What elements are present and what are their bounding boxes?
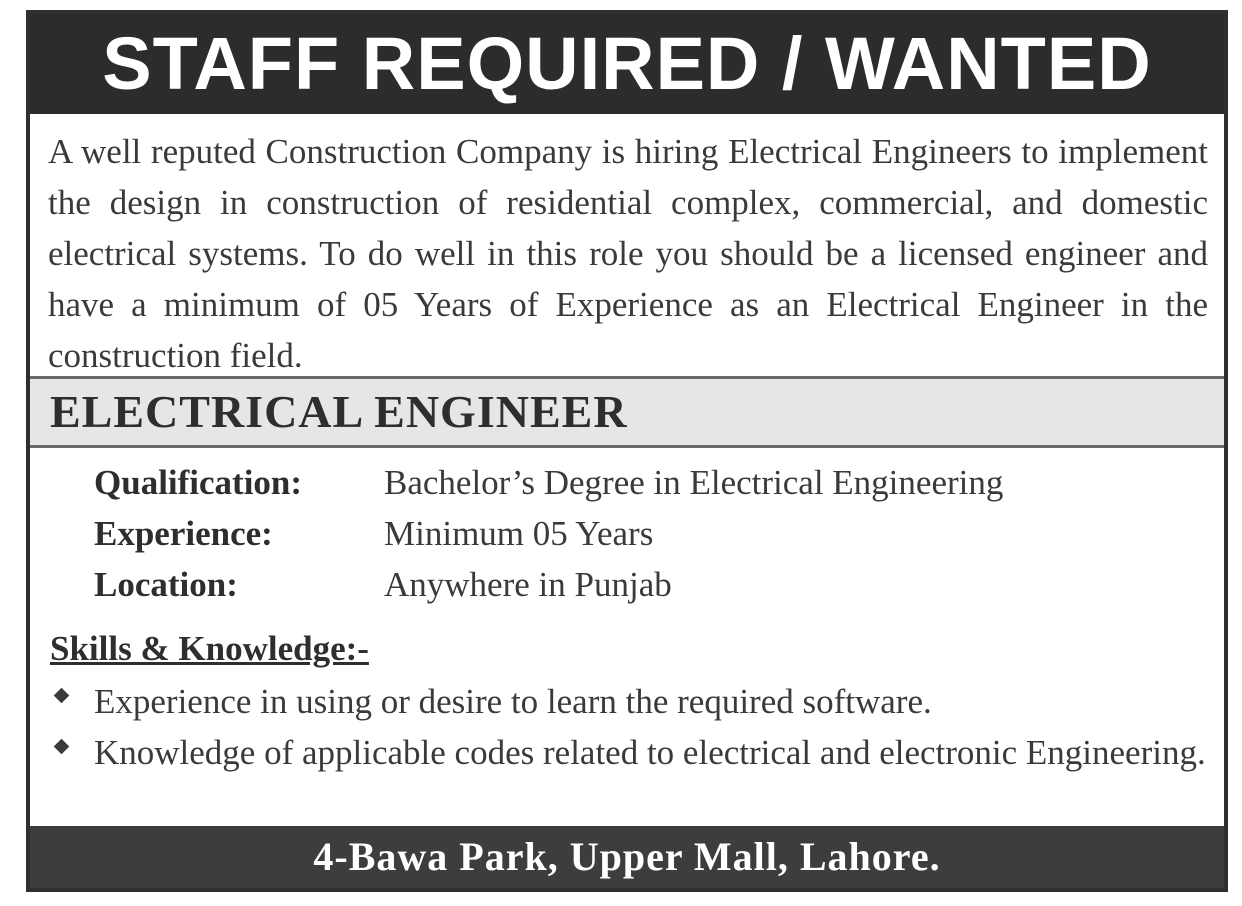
diamond-bullet-icon xyxy=(54,739,70,755)
skills-list xyxy=(50,676,1210,778)
skill-text: Experience in using or desire to learn the required software. xyxy=(94,682,932,721)
ad-header xyxy=(30,14,1224,114)
detail-row-experience xyxy=(94,511,1194,562)
list-item xyxy=(50,727,1210,778)
position-title-bar xyxy=(30,376,1224,448)
list-item xyxy=(50,676,1210,727)
detail-row-location xyxy=(94,562,1194,613)
skills-heading: Skills & Knowledge:- xyxy=(50,629,369,668)
experience-label: Experience: xyxy=(94,514,273,553)
skill-text: Knowledge of applicable codes related to electrical and electronic Engineering. xyxy=(94,733,1206,772)
ad-title: STAFF REQUIRED / WANTED xyxy=(102,22,1152,105)
position-details xyxy=(94,460,1194,613)
location-value: Anywhere in Punjab xyxy=(384,565,672,604)
company-address: 4-Bawa Park, Upper Mall, Lahore. xyxy=(313,834,941,879)
ad-footer xyxy=(30,826,1224,888)
intro-paragraph: A well reputed Construction Company is hiring Electrical Engineers to implement the design in construction of residential complex, commercial, and domestic electrical systems. To do well in this role you should be a licensed engineer and have a minimum of 05 Years of Experience as an Electrical Engineer in the construction field. xyxy=(48,132,1208,375)
job-advertisement xyxy=(26,10,1228,892)
qualification-value: Bachelor’s Degree in Electrical Engineering xyxy=(384,463,1004,502)
qualification-label: Qualification: xyxy=(94,463,303,502)
diamond-bullet-icon xyxy=(54,688,70,704)
detail-row-qualification xyxy=(94,460,1194,511)
location-label: Location: xyxy=(94,565,238,604)
position-title: ELECTRICAL ENGINEER xyxy=(50,386,628,437)
experience-value: Minimum 05 Years xyxy=(384,514,654,553)
